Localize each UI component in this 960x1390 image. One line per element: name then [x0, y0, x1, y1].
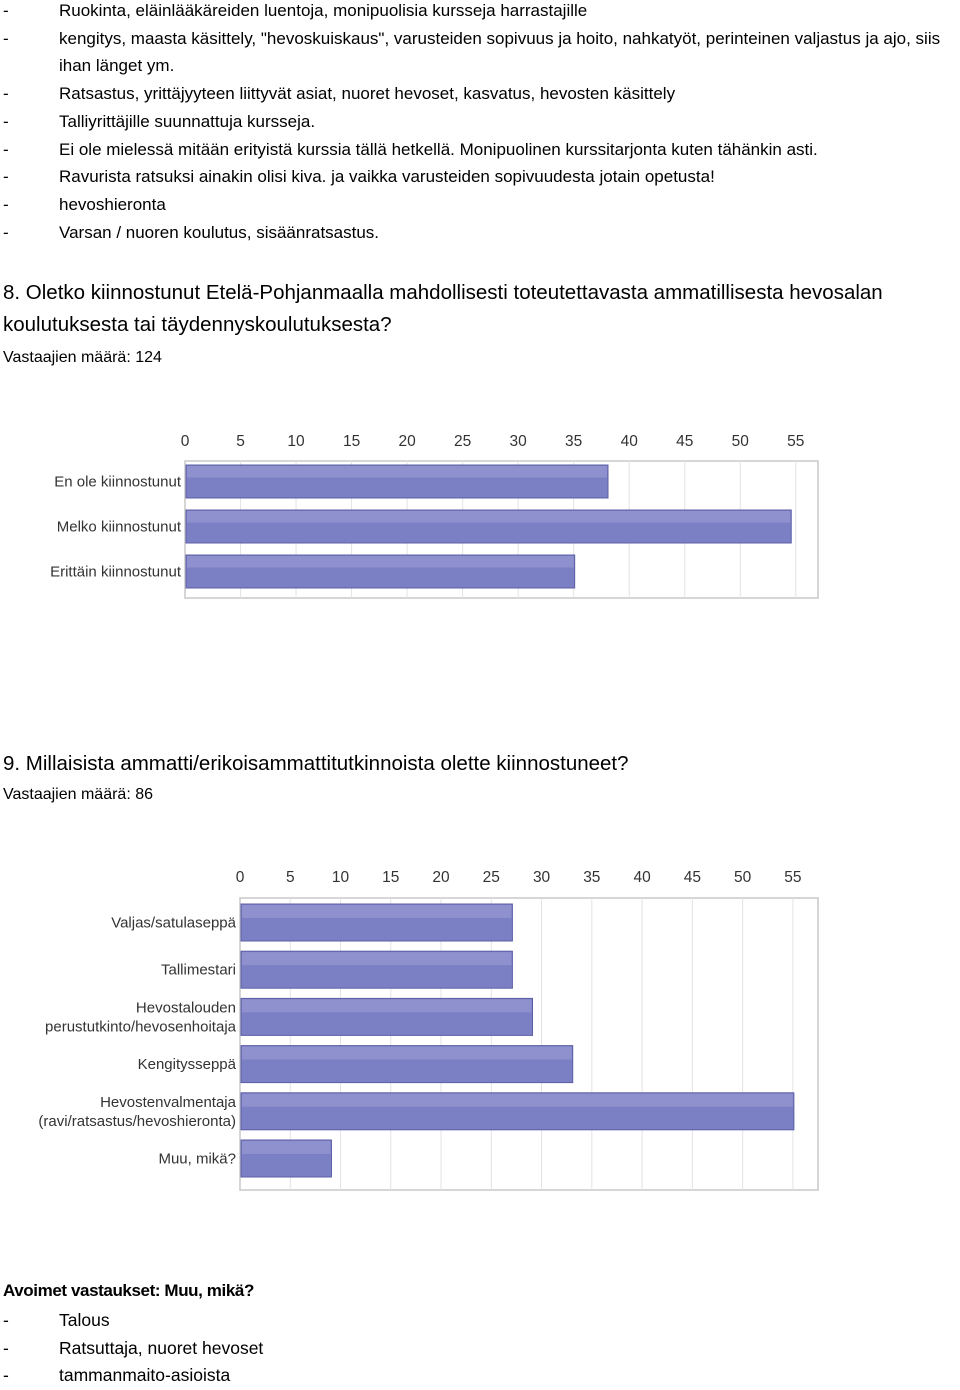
question-9-respondents: Vastaajien määrä: 86 [3, 786, 154, 803]
open-answers-title: Avoimet vastaukset: Muu, mikä? [3, 1281, 254, 1300]
category-label: En ole kiinnostunut [54, 473, 181, 491]
tick-label: 45 [683, 869, 701, 886]
tick-label: 45 [676, 433, 694, 450]
list-dash: - [3, 28, 9, 48]
question-8-title: 8. Oletko kiinnostunut Etelä-Pohjanmaalla mahdollisesti toteutettavasta ammatillisesta hevosalan koulutuksesta tai täydennyskoulutuksesta? [3, 281, 883, 336]
tick-label: 50 [731, 433, 749, 450]
bar-highlight [242, 905, 511, 918]
bar-highlight [242, 952, 511, 965]
list-item-text: Ratsastus, yrittäjyyteen liittyvät asiat, nuoret hevoset, kasvatus, hevosten käsittely [59, 84, 676, 104]
list-item-text: Ravurista ratsuksi ainakin olisi kiva. ja vaikka varusteiden sopivuudesta jotain opetusta! [59, 167, 715, 187]
category-label: Kengitysseppä [137, 1056, 236, 1074]
list-dash: - [3, 1310, 9, 1330]
list-item-text: Varsan / nuoren koulutus, sisäänratsastus. [59, 222, 380, 242]
list-item [0, 1307, 959, 1335]
list-item-text: hevoshieronta [59, 194, 166, 214]
category-label: Hevostalouden [135, 999, 236, 1017]
list-dash: - [3, 194, 9, 214]
category-label: Muu, mikä? [158, 1150, 236, 1168]
tick-label: 10 [287, 433, 305, 450]
list-item-text: Talous [59, 1310, 110, 1330]
tick-label: 15 [382, 869, 400, 886]
list-item-text: kengitys, maasta käsittely, "hevoskuiskaus", varusteiden sopivuus ja hoito, nahkatyöt, perinteinen valjastus ja ajo, siis ihan länget ym. [59, 28, 941, 76]
list-dash: - [3, 1, 9, 20]
tick-label: 55 [787, 433, 805, 450]
list-item-text: Ei ole mielessä mitään erityistä kurssia tällä hetkellä. Monipuolinen kurssitarjonta kuten tähänkin asti. [59, 139, 818, 159]
bar-highlight [242, 1141, 330, 1154]
category-label: (ravi/ratsastus/hevoshieronta) [38, 1112, 236, 1130]
category-label: Erittäin kiinnostunut [50, 563, 181, 581]
open-answers-list-q9 [0, 1307, 959, 1390]
tick-label: 40 [620, 433, 638, 450]
category-label: Hevostenvalmentaja [100, 1093, 236, 1111]
list-dash: - [3, 139, 9, 159]
list-dash: - [3, 167, 9, 187]
tick-label: 5 [285, 869, 295, 886]
list-dash: - [3, 222, 9, 242]
question-9-title: 9. Millaisista ammatti/erikoisammattitutkinnoista olette kiinnostuneet? [3, 752, 629, 775]
list-item-text: Ruokinta, eläinlääkäreiden luentoja, monipuolisia kursseja harrastajille [59, 1, 588, 20]
list-dash: - [3, 1365, 9, 1386]
tick-label: 55 [784, 869, 802, 886]
list-item [0, 1335, 959, 1363]
tick-label: 20 [398, 433, 416, 450]
category-label: Tallimestari [160, 961, 236, 979]
list-dash: - [3, 84, 9, 104]
category-label: Valjas/satulaseppä [111, 914, 236, 932]
tick-label: 35 [565, 433, 583, 450]
list-dash: - [3, 1337, 9, 1358]
tick-label: 30 [509, 433, 527, 450]
list-item-text: tammanmaito-asioista [59, 1365, 231, 1386]
bar-highlight [242, 999, 532, 1012]
list-item [0, 1362, 959, 1390]
list-item-text: Ratsuttaja, nuoret hevoset [59, 1337, 264, 1358]
tick-label: 50 [733, 869, 752, 886]
tick-label: 25 [482, 869, 500, 886]
tick-label: 10 [331, 869, 350, 886]
tick-label: 0 [235, 869, 245, 886]
list-item-text: Talliyrittäjille suunnattuja kursseja. [59, 111, 316, 131]
tick-label: 20 [432, 869, 450, 886]
tick-label: 0 [180, 433, 190, 450]
question-8-respondents: Vastaajien määrä: 124 [3, 349, 162, 366]
bar-highlight [242, 1094, 793, 1107]
category-label: perustutkinto/hevosenhoitaja [45, 1018, 236, 1036]
bar-highlight [242, 1047, 572, 1060]
tick-label: 5 [236, 433, 245, 450]
category-label: Melko kiinnostunut [56, 518, 181, 536]
list-dash: - [3, 111, 9, 131]
tick-label: 40 [633, 869, 651, 886]
tick-label: 25 [454, 433, 472, 450]
tick-label: 15 [342, 433, 361, 450]
tick-label: 30 [532, 869, 551, 886]
tick-label: 35 [583, 869, 601, 886]
